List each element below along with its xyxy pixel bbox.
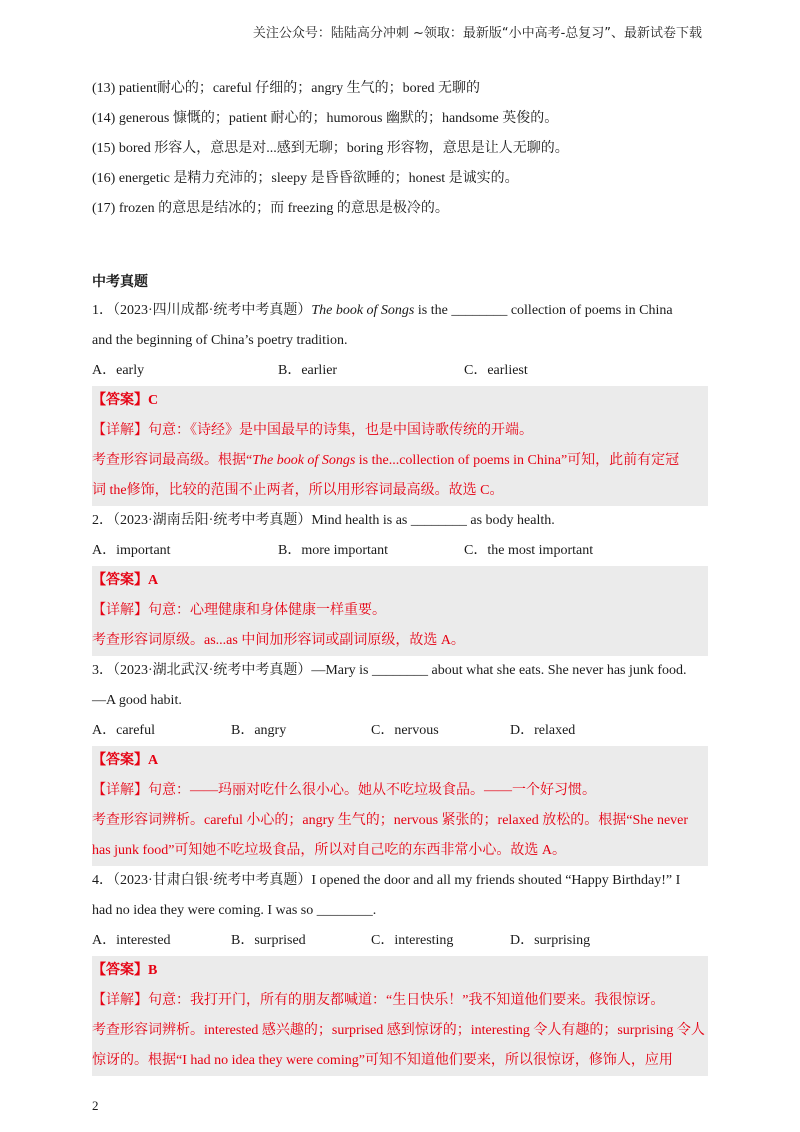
answer-block <box>92 566 708 656</box>
options <box>92 716 708 746</box>
question-number: 3． <box>92 663 113 678</box>
page-number: 2 <box>92 1098 99 1113</box>
stem-text: —Mary is ________ about what she eats. She never has junk food. <box>311 663 687 678</box>
note-14: (14) generous 慷慨的；patient 耐心的；humorous 幽默的；handsome 英俊的。 <box>92 111 559 126</box>
answer-block <box>92 386 708 506</box>
detail-label: 【详解】 <box>92 993 148 1008</box>
note-16: (16) energetic 是精力充沛的；sleepy 是昏昏欲睡的；honest 是诚实的。 <box>92 171 519 186</box>
question-stem <box>92 656 708 686</box>
option-a[interactable]: A．early <box>92 363 145 378</box>
answer-label: 【答案】C <box>92 393 159 408</box>
option-c[interactable]: C．the most important <box>464 543 594 558</box>
detail-line: 考查形容词原级。as...as 中间加形容词或副词原级，故选 A。 <box>92 633 465 648</box>
option-a[interactable]: A．interested <box>92 933 171 948</box>
option-b[interactable]: B．more important <box>278 543 389 558</box>
options <box>92 536 708 566</box>
question-stem <box>92 296 708 326</box>
question-4 <box>92 866 708 1076</box>
question-number: 4． <box>92 873 113 888</box>
options <box>92 356 708 386</box>
answer-label: 【答案】A <box>92 753 159 768</box>
detail-line <box>92 446 708 476</box>
stem-text: Mind health is as ________ as body health. <box>311 513 555 528</box>
book-title: The book of Songs <box>311 303 415 318</box>
detail-line: 考查形容词辨析。interested 感兴趣的；surprised 感到惊讶的；interesting 令人有趣的；surprising 令人 <box>92 1023 705 1038</box>
detail-text: 句意：——玛丽对吃什么很小心。她从不吃垃圾食品。——一个好习惯。 <box>148 783 596 798</box>
question-stem <box>92 506 708 536</box>
detail-line: 惊讶的。根据“I had no idea they were coming”可知不知道他们要来，所以很惊讶，修饰人，应用 <box>92 1053 673 1068</box>
question-stem-line2: and the beginning of China’s poetry tradition. <box>92 333 348 348</box>
option-c[interactable]: C．interesting <box>371 933 454 948</box>
detail-label: 【详解】 <box>92 423 148 438</box>
answer-block <box>92 956 708 1076</box>
detail-line <box>92 776 708 806</box>
detail-text: 考查形容词最高级。根据“ <box>92 453 253 468</box>
detail-line <box>92 416 708 446</box>
detail-label: 【详解】 <box>92 603 148 618</box>
detail-text: 句意：心理健康和身体健康一样重要。 <box>148 603 386 618</box>
option-b[interactable]: B．angry <box>231 723 287 738</box>
option-d[interactable]: D．surprising <box>510 933 591 948</box>
question-stem <box>92 866 708 896</box>
answer-label: 【答案】B <box>92 963 158 978</box>
page-content <box>92 74 708 1076</box>
section-title: 中考真题 <box>92 274 148 290</box>
question-source: （2023·甘肃白银·统考中考真题） <box>113 873 312 888</box>
question-1 <box>92 296 708 506</box>
option-a[interactable]: A．important <box>92 543 171 558</box>
options <box>92 926 708 956</box>
option-d[interactable]: D．relaxed <box>510 723 576 738</box>
detail-text: is the...collection of poems in China”可知，此前有定冠 <box>355 453 680 468</box>
option-c[interactable]: C．nervous <box>371 723 439 738</box>
answer-label: 【答案】A <box>92 573 159 588</box>
note-17: (17) frozen 的意思是结冰的；而 freezing 的意思是极冷的。 <box>92 201 449 216</box>
question-source: （2023·湖南岳阳·统考中考真题） <box>113 513 312 528</box>
option-a[interactable]: A．careful <box>92 723 155 738</box>
question-source: （2023·四川成都·统考中考真题） <box>113 303 312 318</box>
note-13: (13) patient耐心的；careful 仔细的；angry 生气的；bored 无聊的 <box>92 81 481 96</box>
page-header: 关注公众号：陆陆高分冲刺 ~领取：最新版“小中高考-总复习”、最新试卷下载 <box>252 26 702 41</box>
detail-line <box>92 986 708 1016</box>
detail-line: has junk food”可知她不吃垃圾食品，所以对自己吃的东西非常小心。故选 A。 <box>92 843 567 858</box>
answer-block <box>92 746 708 866</box>
detail-label: 【详解】 <box>92 783 148 798</box>
stem-text: I opened the door and all my friends shouted “Happy Birthday!” I <box>311 873 681 888</box>
question-stem-line2: —A good habit. <box>92 693 182 708</box>
question-source: （2023·湖北武汉·统考中考真题） <box>113 663 312 678</box>
question-2 <box>92 506 708 656</box>
question-3 <box>92 656 708 866</box>
option-b[interactable]: B．earlier <box>278 363 338 378</box>
note-15: (15) bored 形容人，意思是对...感到无聊；boring 形容物，意思是让人无聊的。 <box>92 141 569 156</box>
detail-line: 词 the修饰，比较的范围不止两者，所以用形容词最高级。故选 C。 <box>92 483 504 498</box>
question-stem-line2: had no idea they were coming. I was so ________. <box>92 903 377 918</box>
detail-line <box>92 596 708 626</box>
detail-text: 句意：我打开门，所有的朋友都喊道：“生日快乐！”我不知道他们要来。我很惊讶。 <box>148 993 665 1008</box>
detail-line: 考查形容词辨析。careful 小心的；angry 生气的；nervous 紧张的；relaxed 放松的。根据“She never <box>92 813 689 828</box>
question-number: 2． <box>92 513 113 528</box>
book-title: The book of Songs <box>252 453 356 468</box>
option-c[interactable]: C．earliest <box>464 363 528 378</box>
option-b[interactable]: B．surprised <box>231 933 306 948</box>
question-number: 1． <box>92 303 113 318</box>
detail-text: 句意：《诗经》是中国最早的诗集，也是中国诗歌传统的开端。 <box>148 423 533 438</box>
stem-text: is the ________ collection of poems in China <box>414 303 673 318</box>
